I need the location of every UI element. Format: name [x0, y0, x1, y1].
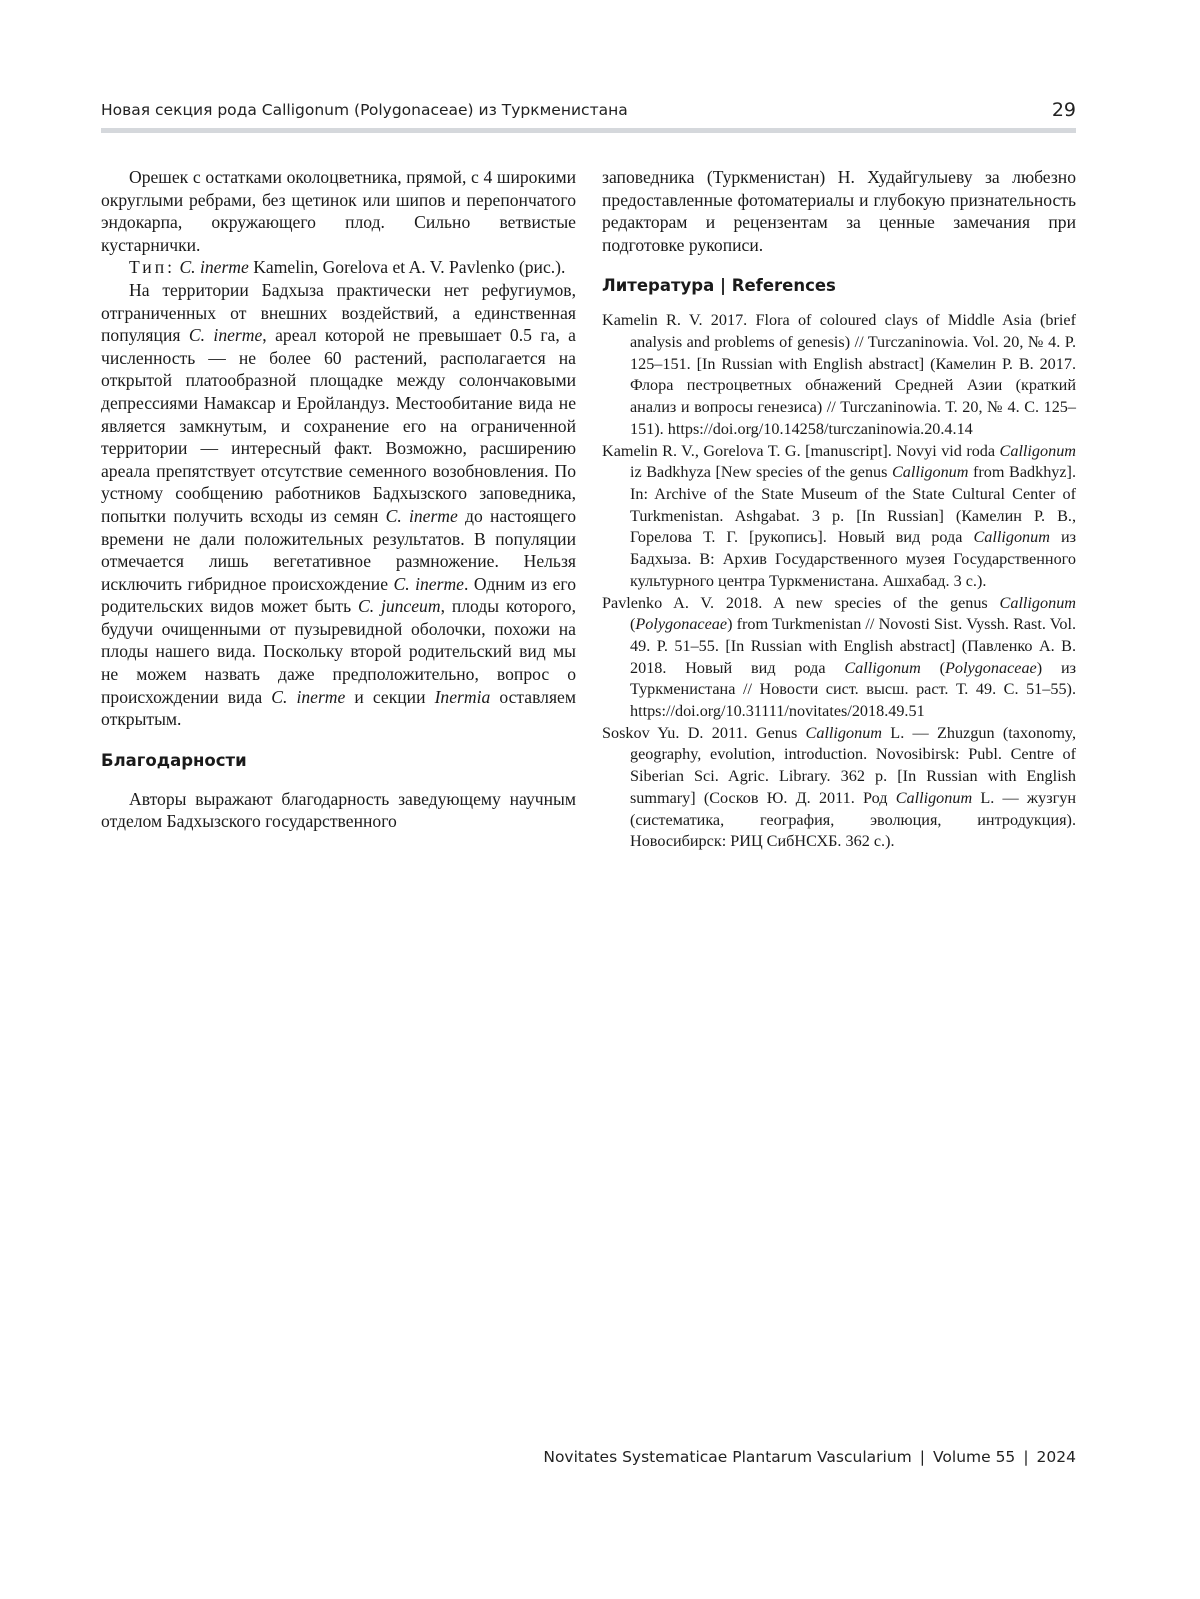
running-footer	[400, 1448, 1076, 1466]
species-name: C. inerme	[188, 325, 263, 346]
text-run: из Бадхыза. В: Архив Государственного музея Государственного культурного центра Туркменистана. Ашхабад. 3 с.).	[630, 528, 1076, 590]
genus-name: Calligonum	[805, 723, 882, 742]
discussion-paragraph	[101, 279, 576, 731]
journal-name: Novitates Systematicae Plantarum Vascularium	[543, 1448, 912, 1466]
right-column	[602, 166, 1076, 853]
references-list	[602, 310, 1076, 853]
section-name: Inermia	[434, 686, 491, 707]
text-run: и секции	[345, 686, 435, 707]
text-run: . Одним из его родительских видов может быть	[101, 573, 576, 617]
text-run: до настоящего времени не дали положительных результатов. В популяции отмечается лишь вегетативное размножение. Нельзя исключить гибридное происхождение	[101, 505, 576, 594]
references-heading: Литература | References	[602, 276, 836, 296]
reference-kamelin-gorelova	[602, 441, 1076, 593]
text-run: На территории Бадхыза практически нет рефугиумов, отграниченных от внешних воздействий, а единственная популяция	[101, 279, 576, 346]
year: 2024	[1036, 1448, 1076, 1466]
text-run: ) из Туркменистана // Новости сист. высш. раст. Т. 49. С. 51–55). https://doi.org/10.31111/novitates/2018.49.51	[630, 658, 1077, 721]
text-run: from Badkhyz]. In: Archive of the State Museum of the State Cultural Center of Turkmenistan. Ashgabat. 3 p. [In Russian] (Камелин Р. В., Горелова Т. Г. [рукопись]. Новый вид рода	[630, 463, 1076, 547]
page-number: 29	[1051, 99, 1076, 121]
family-name: Polygonaceae	[945, 658, 1037, 677]
reference-kamelin-2017: Kamelin R. V. 2017. Flora of coloured clays of Middle Asia (brief analysis and problems of genesis) // Turczaninowia. Vol. 20, № 4. P. 125–151. [In Russian with English abstract] (Камелин Р. В. 2017. Флора пестроцветных обнажений Средней Азии (краткий анализ и вопросы генезиса) // Turczaninowia. Т. 20, № 4. С. 125–151). https://doi.org/10.14258/turczaninowia.20.4.14	[602, 311, 1076, 438]
text-run: ) from Turkmenistan // Novosti Sist. Vyssh. Rast. Vol. 49. P. 51–55. [In Russian with English abstract] (Павленко А. В. 2018. Новый вид рода	[630, 615, 1076, 677]
text-run: L. — Zhuzgun (taxonomy, geography, evolution, introduction. Novosibirsk: Publ. Centre of Siberian Sci. Agric. Library. 362 p. [In Russian with English summary] (Сосков Ю. Д. 2011. Род	[630, 723, 1076, 807]
volume: Volume 55	[933, 1448, 1016, 1466]
footer-separator: |	[1023, 1448, 1029, 1466]
acknowledgements-heading: Благодарности	[101, 750, 247, 770]
genus-name: Calligonum	[892, 463, 969, 482]
reference-pavlenko-2018	[602, 593, 1076, 723]
type-authors: Kamelin, Gorelova et A. V. Pavlenko (рис.).	[248, 257, 566, 278]
species-name: C. junceum	[357, 596, 441, 617]
species-name: C. inerme	[385, 505, 458, 526]
text-run: (	[920, 658, 946, 677]
left-column	[101, 166, 576, 833]
text-run: Soskov Yu. D. 2011. Genus	[602, 723, 806, 742]
reference-soskov-2011	[602, 723, 1076, 853]
text-run: (	[630, 615, 636, 634]
text-run: Pavlenko A. V. 2018. A new species of the genus	[602, 593, 1000, 612]
text-run: , ареал которой не превышает 0.5 га, а численность — не более 60 растений, располагается на открытой платообразной площадке между солончаковыми депрессиями Намаксар и Еройландуз. Местообитание вида не является замкнутым, и сохранение его на ограниченной территории — интересный факт. Возможно, расширению ареала препятствует отсутствие семенного возобновления. По устному сообщению работников Бадхызского заповедника, попытки получить всходы из семян	[101, 325, 576, 526]
running-header	[101, 96, 1076, 124]
text-run: оставляем открытым.	[101, 686, 576, 730]
header-rule	[101, 128, 1076, 133]
description-paragraph: Орешек с остатками околоцветника, прямой, с 4 широкими округлыми ребрами, без щетинок или шипов и перепончатого эндокарпа, окружающего плод. Сильно ветвистые кустарнички.	[101, 167, 576, 255]
acknowledgements-continued: заповедника (Туркменистан) Н. Худайгулыеву за любезно предоставленные фотоматериалы и глубокую признательность редакторам и рецензентам за ценные замечания при подготовке рукописи.	[602, 167, 1076, 255]
family-name: Polygonaceae	[635, 615, 728, 634]
acknowledgements-text: Авторы выражают благодарность заведующему научным отделом Бадхызского государственного	[101, 788, 576, 832]
genus-name: Calligonum	[895, 788, 973, 807]
text-run: L. — жузгун (систематика, география, эволюция, интродукция). Новосибирск: РИЦ СибНСХБ. 362 с.).	[630, 788, 1076, 851]
running-title: Новая секция рода Calligonum (Polygonaceae) из Туркменистана	[101, 101, 628, 119]
text-run: , плоды которого, будучи очищенными от пузыревидной оболочки, похожи на плоды нашего вида. Поскольку второй родительский вид мы не можем назвать даже предположительно, вопрос о происхождении вида	[101, 596, 576, 707]
type-species: C. inerme	[179, 257, 249, 278]
genus-name: Calligonum	[844, 658, 921, 677]
genus-name: Calligonum	[999, 441, 1076, 460]
text-run: iz Badkhyza [New species of the genus	[630, 463, 892, 482]
species-name: C. inerme	[271, 686, 346, 707]
type-label: Тип:	[129, 257, 176, 278]
type-paragraph	[101, 256, 576, 279]
text-run: Kamelin R. V., Gorelova T. G. [manuscript]. Novyi vid roda	[602, 441, 1000, 460]
species-name: C. inerme	[393, 573, 464, 594]
genus-name: Calligonum	[999, 593, 1076, 612]
genus-name: Calligonum	[973, 528, 1050, 547]
footer-separator: |	[919, 1448, 925, 1466]
